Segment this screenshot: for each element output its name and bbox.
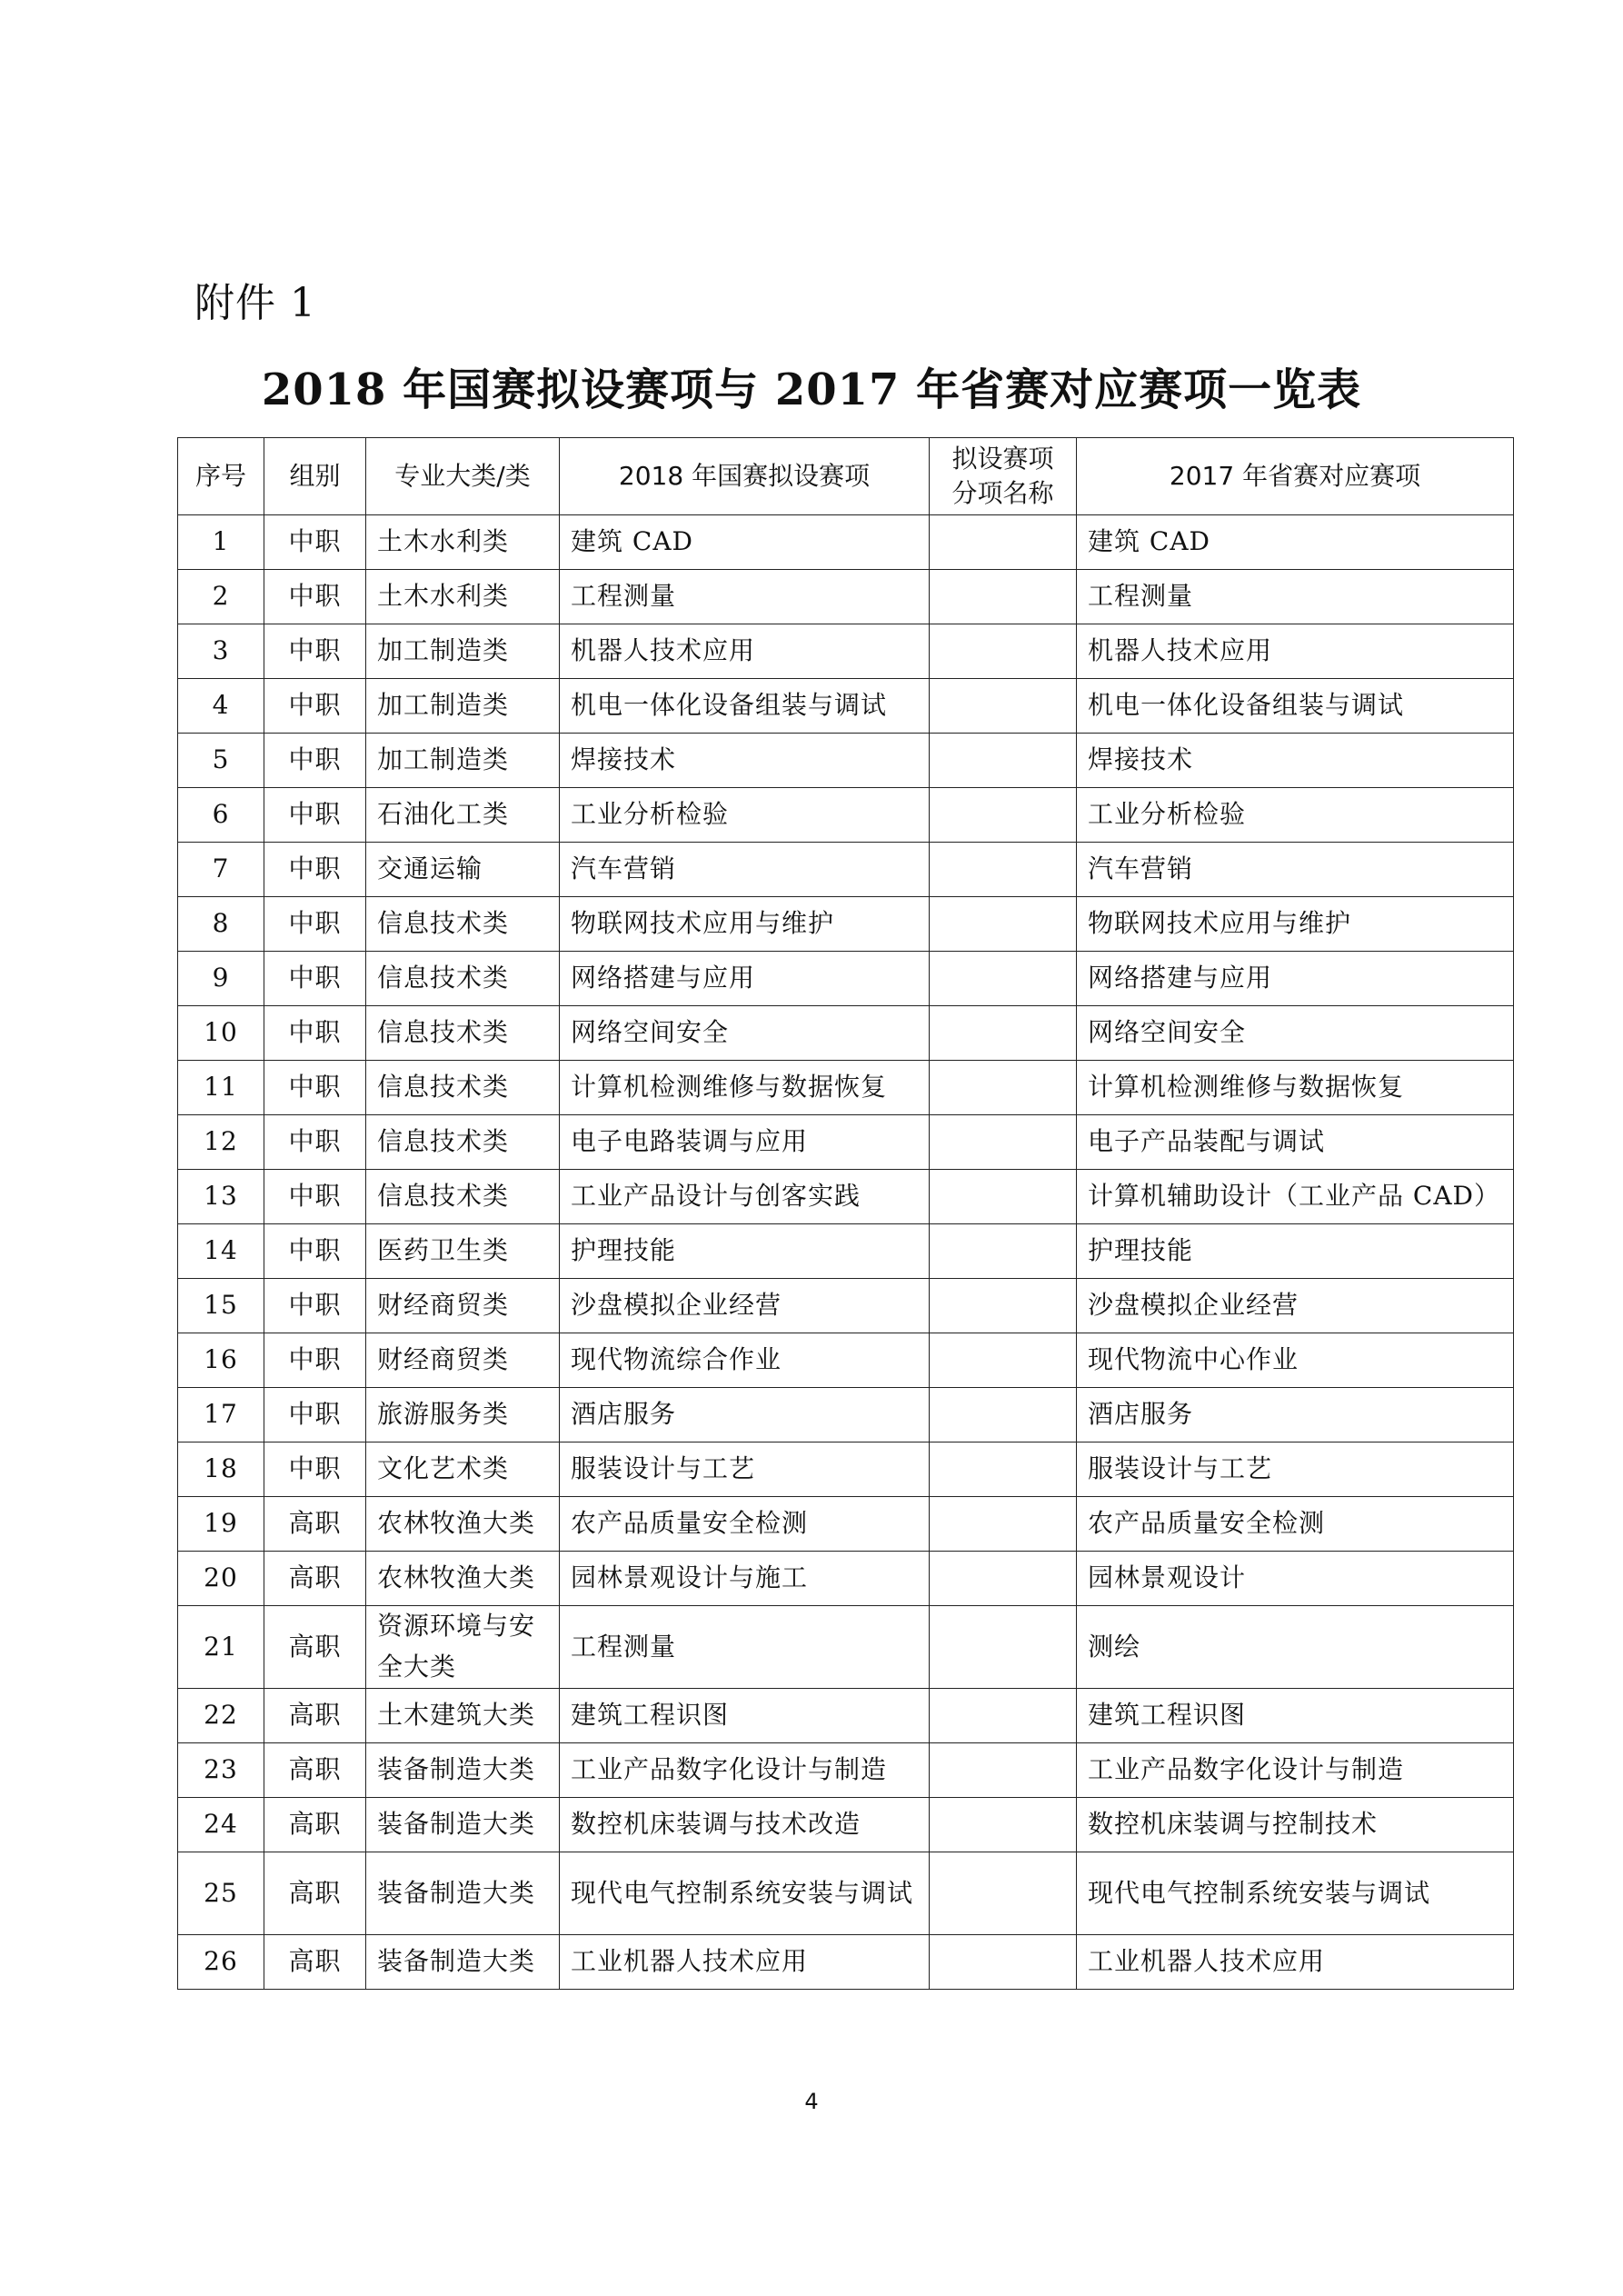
- cell-group: 中职: [264, 1388, 366, 1442]
- cell-sub-item: [930, 1170, 1077, 1224]
- cell-no: 19: [178, 1497, 264, 1552]
- table-row: [178, 1606, 1514, 1689]
- cell-event-2017: 焊接技术: [1077, 734, 1514, 788]
- cell-event-2017: 机电一体化设备组装与调试: [1077, 679, 1514, 734]
- cell-group: 中职: [264, 1170, 366, 1224]
- cell-event-2018: 机电一体化设备组装与调试: [560, 679, 930, 734]
- cell-group: 高职: [264, 1743, 366, 1798]
- table-row: [178, 679, 1514, 734]
- table-row: [178, 1552, 1514, 1606]
- cell-sub-item: [930, 1006, 1077, 1061]
- table-row: [178, 1743, 1514, 1798]
- cell-sub-item: [930, 1743, 1077, 1798]
- cell-event-2018: 工程测量: [560, 1606, 930, 1689]
- cell-group: 中职: [264, 679, 366, 734]
- cell-major: 文化艺术类: [366, 1442, 560, 1497]
- cell-event-2018: 现代物流综合作业: [560, 1333, 930, 1388]
- cell-event-2017: 园林景观设计: [1077, 1552, 1514, 1606]
- cell-event-2018: 护理技能: [560, 1224, 930, 1279]
- cell-group: 中职: [264, 897, 366, 952]
- cell-group: 中职: [264, 1224, 366, 1279]
- cell-no: 16: [178, 1333, 264, 1388]
- cell-event-2018: 网络空间安全: [560, 1006, 930, 1061]
- table-row: [178, 1224, 1514, 1279]
- table-row: [178, 1170, 1514, 1224]
- cell-event-2017: 服装设计与工艺: [1077, 1442, 1514, 1497]
- cell-sub-item: [930, 1388, 1077, 1442]
- cell-sub-item: [930, 1061, 1077, 1115]
- cell-major: 加工制造类: [366, 624, 560, 679]
- cell-major: 加工制造类: [366, 734, 560, 788]
- cell-event-2017: 工业产品数字化设计与制造: [1077, 1743, 1514, 1798]
- cell-event-2018: 网络搭建与应用: [560, 952, 930, 1006]
- header-event-2018: 2018 年国赛拟设赛项: [560, 438, 930, 515]
- cell-event-2017: 数控机床装调与控制技术: [1077, 1798, 1514, 1852]
- cell-major: 信息技术类: [366, 1170, 560, 1224]
- cell-event-2017: 沙盘模拟企业经营: [1077, 1279, 1514, 1333]
- cell-no: 7: [178, 843, 264, 897]
- cell-group: 高职: [264, 1689, 366, 1743]
- events-table: [177, 437, 1514, 1990]
- cell-event-2017: 工业机器人技术应用: [1077, 1935, 1514, 1990]
- table-row: [178, 1442, 1514, 1497]
- cell-event-2017: 物联网技术应用与维护: [1077, 897, 1514, 952]
- cell-event-2018: 农产品质量安全检测: [560, 1497, 930, 1552]
- cell-no: 8: [178, 897, 264, 952]
- cell-major: 农林牧渔大类: [366, 1497, 560, 1552]
- cell-event-2018: 焊接技术: [560, 734, 930, 788]
- cell-sub-item: [930, 570, 1077, 624]
- cell-sub-item: [930, 1606, 1077, 1689]
- cell-major: 石油化工类: [366, 788, 560, 843]
- attachment-label: 附件 1: [194, 280, 316, 326]
- cell-no: 2: [178, 570, 264, 624]
- cell-event-2018: 沙盘模拟企业经营: [560, 1279, 930, 1333]
- table-row: [178, 624, 1514, 679]
- table-row: [178, 515, 1514, 570]
- cell-sub-item: [930, 1798, 1077, 1852]
- cell-event-2018: 计算机检测维修与数据恢复: [560, 1061, 930, 1115]
- header-group: 组别: [264, 438, 366, 515]
- table-row: [178, 1388, 1514, 1442]
- cell-event-2017: 酒店服务: [1077, 1388, 1514, 1442]
- cell-sub-item: [930, 1442, 1077, 1497]
- cell-group: 中职: [264, 843, 366, 897]
- cell-event-2018: 园林景观设计与施工: [560, 1552, 930, 1606]
- cell-sub-item: [930, 1935, 1077, 1990]
- cell-event-2017: 护理技能: [1077, 1224, 1514, 1279]
- table-body: [178, 515, 1514, 1990]
- cell-major: 旅游服务类: [366, 1388, 560, 1442]
- cell-major: 信息技术类: [366, 952, 560, 1006]
- cell-event-2017: 农产品质量安全检测: [1077, 1497, 1514, 1552]
- cell-no: 15: [178, 1279, 264, 1333]
- cell-sub-item: [930, 788, 1077, 843]
- cell-no: 23: [178, 1743, 264, 1798]
- cell-sub-item: [930, 897, 1077, 952]
- cell-no: 18: [178, 1442, 264, 1497]
- cell-major: 装备制造大类: [366, 1852, 560, 1935]
- cell-group: 中职: [264, 1279, 366, 1333]
- cell-event-2017: 网络搭建与应用: [1077, 952, 1514, 1006]
- cell-sub-item: [930, 1689, 1077, 1743]
- cell-event-2017: 工程测量: [1077, 570, 1514, 624]
- cell-no: 3: [178, 624, 264, 679]
- cell-no: 21: [178, 1606, 264, 1689]
- cell-no: 14: [178, 1224, 264, 1279]
- cell-major: 土木水利类: [366, 570, 560, 624]
- cell-event-2017: 计算机辅助设计（工业产品 CAD）: [1077, 1170, 1514, 1224]
- cell-major: 资源环境与安全大类: [366, 1606, 560, 1689]
- cell-group: 中职: [264, 570, 366, 624]
- table-row: [178, 1689, 1514, 1743]
- cell-event-2018: 工业产品设计与创客实践: [560, 1170, 930, 1224]
- cell-group: 中职: [264, 515, 366, 570]
- cell-sub-item: [930, 1497, 1077, 1552]
- cell-no: 5: [178, 734, 264, 788]
- table-row: [178, 1279, 1514, 1333]
- cell-major: 交通运输: [366, 843, 560, 897]
- header-sub-item: 拟设赛项分项名称: [930, 438, 1077, 515]
- cell-event-2018: 物联网技术应用与维护: [560, 897, 930, 952]
- cell-sub-item: [930, 734, 1077, 788]
- cell-event-2018: 工业产品数字化设计与制造: [560, 1743, 930, 1798]
- cell-group: 高职: [264, 1852, 366, 1935]
- table-row: [178, 843, 1514, 897]
- cell-major: 装备制造大类: [366, 1935, 560, 1990]
- table-row: [178, 1006, 1514, 1061]
- cell-sub-item: [930, 679, 1077, 734]
- cell-event-2018: 酒店服务: [560, 1388, 930, 1442]
- cell-event-2018: 现代电气控制系统安装与调试: [560, 1852, 930, 1935]
- cell-event-2017: 现代物流中心作业: [1077, 1333, 1514, 1388]
- cell-no: 4: [178, 679, 264, 734]
- cell-major: 信息技术类: [366, 1061, 560, 1115]
- cell-no: 1: [178, 515, 264, 570]
- table-row: [178, 897, 1514, 952]
- cell-sub-item: [930, 1552, 1077, 1606]
- cell-event-2017: 建筑工程识图: [1077, 1689, 1514, 1743]
- table-row: [178, 1852, 1514, 1935]
- cell-no: 13: [178, 1170, 264, 1224]
- cell-no: 26: [178, 1935, 264, 1990]
- cell-event-2018: 工业分析检验: [560, 788, 930, 843]
- cell-group: 中职: [264, 1442, 366, 1497]
- header-no: 序号: [178, 438, 264, 515]
- cell-event-2018: 机器人技术应用: [560, 624, 930, 679]
- cell-group: 中职: [264, 734, 366, 788]
- cell-no: 11: [178, 1061, 264, 1115]
- cell-major: 装备制造大类: [366, 1798, 560, 1852]
- table-header-row: [178, 438, 1514, 515]
- cell-group: 中职: [264, 952, 366, 1006]
- document-title: 2018 年国赛拟设赛项与 2017 年省赛对应赛项一览表: [261, 364, 1362, 415]
- cell-event-2017: 计算机检测维修与数据恢复: [1077, 1061, 1514, 1115]
- cell-major: 财经商贸类: [366, 1279, 560, 1333]
- cell-event-2017: 工业分析检验: [1077, 788, 1514, 843]
- cell-sub-item: [930, 515, 1077, 570]
- table-row: [178, 1333, 1514, 1388]
- cell-no: 22: [178, 1689, 264, 1743]
- cell-sub-item: [930, 1224, 1077, 1279]
- cell-event-2018: 服装设计与工艺: [560, 1442, 930, 1497]
- cell-group: 高职: [264, 1798, 366, 1852]
- cell-sub-item: [930, 952, 1077, 1006]
- table-row: [178, 952, 1514, 1006]
- cell-major: 信息技术类: [366, 897, 560, 952]
- cell-event-2017: 网络空间安全: [1077, 1006, 1514, 1061]
- cell-no: 17: [178, 1388, 264, 1442]
- cell-no: 9: [178, 952, 264, 1006]
- cell-major: 土木建筑大类: [366, 1689, 560, 1743]
- table-row: [178, 1115, 1514, 1170]
- table-row: [178, 1935, 1514, 1990]
- cell-event-2018: 工业机器人技术应用: [560, 1935, 930, 1990]
- cell-event-2018: 电子电路装调与应用: [560, 1115, 930, 1170]
- cell-sub-item: [930, 1279, 1077, 1333]
- cell-group: 中职: [264, 624, 366, 679]
- cell-major: 土木水利类: [366, 515, 560, 570]
- cell-event-2017: 测绘: [1077, 1606, 1514, 1689]
- cell-no: 10: [178, 1006, 264, 1061]
- cell-event-2017: 机器人技术应用: [1077, 624, 1514, 679]
- table-row: [178, 1061, 1514, 1115]
- header-event-2017: 2017 年省赛对应赛项: [1077, 438, 1514, 515]
- cell-major: 农林牧渔大类: [366, 1552, 560, 1606]
- cell-no: 12: [178, 1115, 264, 1170]
- cell-group: 高职: [264, 1497, 366, 1552]
- cell-group: 中职: [264, 1333, 366, 1388]
- cell-event-2017: 电子产品装配与调试: [1077, 1115, 1514, 1170]
- cell-major: 装备制造大类: [366, 1743, 560, 1798]
- cell-no: 20: [178, 1552, 264, 1606]
- cell-group: 高职: [264, 1606, 366, 1689]
- cell-sub-item: [930, 843, 1077, 897]
- cell-no: 6: [178, 788, 264, 843]
- cell-major: 财经商贸类: [366, 1333, 560, 1388]
- table-row: [178, 1798, 1514, 1852]
- table-row: [178, 570, 1514, 624]
- cell-event-2018: 工程测量: [560, 570, 930, 624]
- page-number: 4: [804, 2089, 819, 2114]
- cell-group: 高职: [264, 1935, 366, 1990]
- cell-major: 信息技术类: [366, 1115, 560, 1170]
- cell-major: 医药卫生类: [366, 1224, 560, 1279]
- table-row: [178, 734, 1514, 788]
- cell-group: 中职: [264, 1115, 366, 1170]
- header-major: 专业大类/类: [366, 438, 560, 515]
- cell-sub-item: [930, 1333, 1077, 1388]
- cell-sub-item: [930, 1115, 1077, 1170]
- cell-major: 加工制造类: [366, 679, 560, 734]
- cell-no: 24: [178, 1798, 264, 1852]
- cell-event-2017: 汽车营销: [1077, 843, 1514, 897]
- cell-group: 中职: [264, 1006, 366, 1061]
- table-row: [178, 788, 1514, 843]
- cell-group: 高职: [264, 1552, 366, 1606]
- cell-event-2018: 建筑 CAD: [560, 515, 930, 570]
- cell-event-2017: 现代电气控制系统安装与调试: [1077, 1852, 1514, 1935]
- cell-major: 信息技术类: [366, 1006, 560, 1061]
- cell-event-2018: 建筑工程识图: [560, 1689, 930, 1743]
- cell-event-2017: 建筑 CAD: [1077, 515, 1514, 570]
- table-row: [178, 1497, 1514, 1552]
- cell-event-2018: 数控机床装调与技术改造: [560, 1798, 930, 1852]
- cell-group: 中职: [264, 1061, 366, 1115]
- cell-sub-item: [930, 1852, 1077, 1935]
- cell-sub-item: [930, 624, 1077, 679]
- cell-no: 25: [178, 1852, 264, 1935]
- cell-group: 中职: [264, 788, 366, 843]
- cell-event-2018: 汽车营销: [560, 843, 930, 897]
